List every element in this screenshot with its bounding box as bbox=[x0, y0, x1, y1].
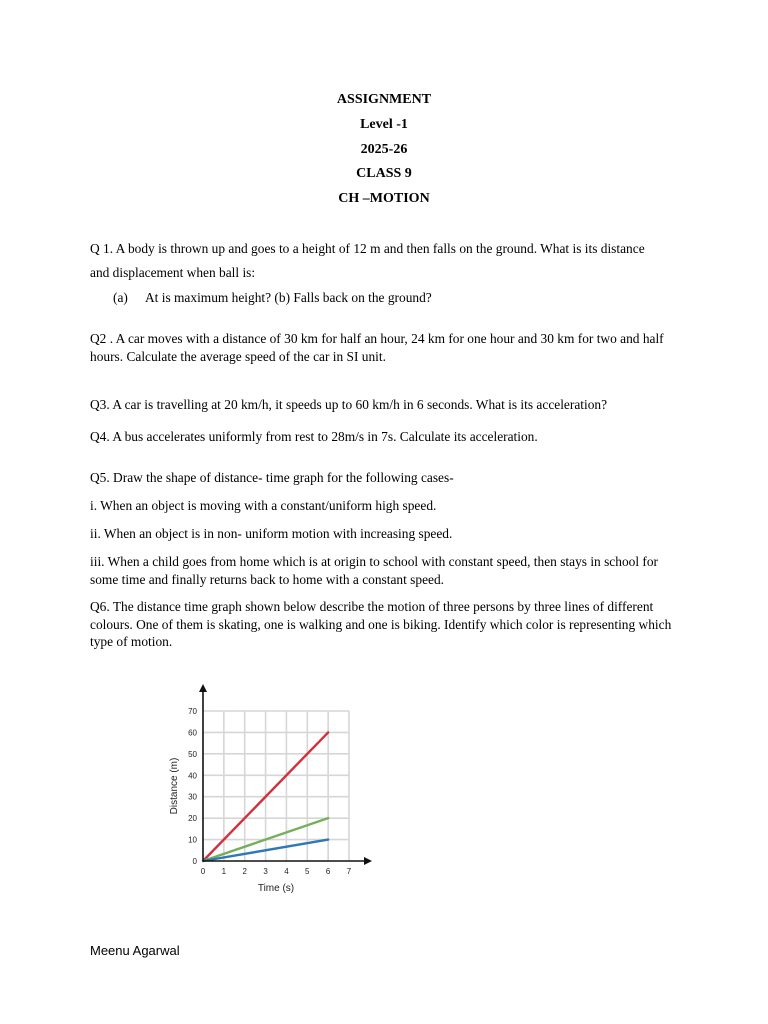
question-1-line-1: Q 1. A body is thrown up and goes to a height of 12 m and then falls on the ground. What is its distance bbox=[90, 241, 645, 256]
assignment-title: ASSIGNMENT bbox=[336, 92, 432, 107]
question-5-case-i: i. When an object is moving with a constant/uniform high speed. bbox=[90, 498, 437, 513]
question-1-subpart-label: (a) bbox=[113, 290, 128, 305]
x-axis-arrow-icon bbox=[364, 857, 372, 865]
y-tick-label: 20 bbox=[188, 814, 197, 824]
question-5-case-iii: iii. When a child goes from home which is at origin to school with constant speed, then stays in school for some time and finally returns back to home with a constant speed. bbox=[90, 554, 659, 587]
y-tick-label: 70 bbox=[188, 707, 197, 716]
x-tick-label: 7 bbox=[346, 867, 352, 876]
y-tick-label: 40 bbox=[188, 771, 197, 781]
level-label: Level -1 bbox=[360, 117, 408, 132]
distance-time-graph bbox=[160, 680, 390, 905]
question-2: Q2 . A car moves with a distance of 30 km for half an hour, 24 km for one hour and 30 km for two and half hours. Calculate the average speed of the car in SI unit. bbox=[90, 331, 664, 364]
y-tick-label: 60 bbox=[188, 728, 197, 738]
session-label: 2025-26 bbox=[360, 142, 408, 157]
question-1-subpart-text: At is maximum height? (b) Falls back on the ground? bbox=[145, 290, 432, 305]
question-1-line-2: and displacement when ball is: bbox=[90, 265, 256, 280]
author-name: Meenu Agarwal bbox=[90, 943, 180, 958]
question-1-subpart bbox=[113, 289, 432, 306]
x-tick-label: 0 bbox=[200, 867, 206, 876]
question-6: Q6. The distance time graph shown below describe the motion of three persons by three lines of different colours. One of them is skating, one is walking and one is biking. Identify which color is representing which type of motion. bbox=[90, 599, 672, 649]
question-4: Q4. A bus accelerates uniformly from rest to 28m/s in 7s. Calculate its acceleration. bbox=[90, 429, 538, 444]
x-tick-label: 5 bbox=[305, 867, 310, 876]
x-axis-title: Time (s) bbox=[257, 883, 295, 894]
class-label: CLASS 9 bbox=[356, 166, 412, 181]
x-tick-label: 1 bbox=[221, 867, 227, 876]
y-tick-label: 10 bbox=[188, 835, 197, 845]
y-axis-title: Distance (m) bbox=[169, 757, 180, 815]
x-tick-label: 6 bbox=[325, 867, 331, 876]
y-tick-label: 30 bbox=[188, 792, 197, 802]
x-tick-label: 4 bbox=[284, 867, 289, 876]
y-tick-label: 50 bbox=[188, 749, 197, 759]
chapter-label: CH –MOTION bbox=[338, 191, 430, 206]
question-5: Q5. Draw the shape of distance- time graph for the following cases- bbox=[90, 470, 454, 485]
y-axis-arrow-icon bbox=[199, 684, 207, 692]
question-5-case-ii: ii. When an object is in non- uniform motion with increasing speed. bbox=[90, 526, 453, 541]
question-3: Q3. A car is travelling at 20 km/h, it speeds up to 60 km/h in 6 seconds. What is its acceleration? bbox=[90, 397, 608, 412]
y-tick-label: 0 bbox=[192, 857, 197, 866]
x-tick-label: 3 bbox=[263, 867, 268, 876]
x-tick-label: 2 bbox=[242, 867, 247, 876]
